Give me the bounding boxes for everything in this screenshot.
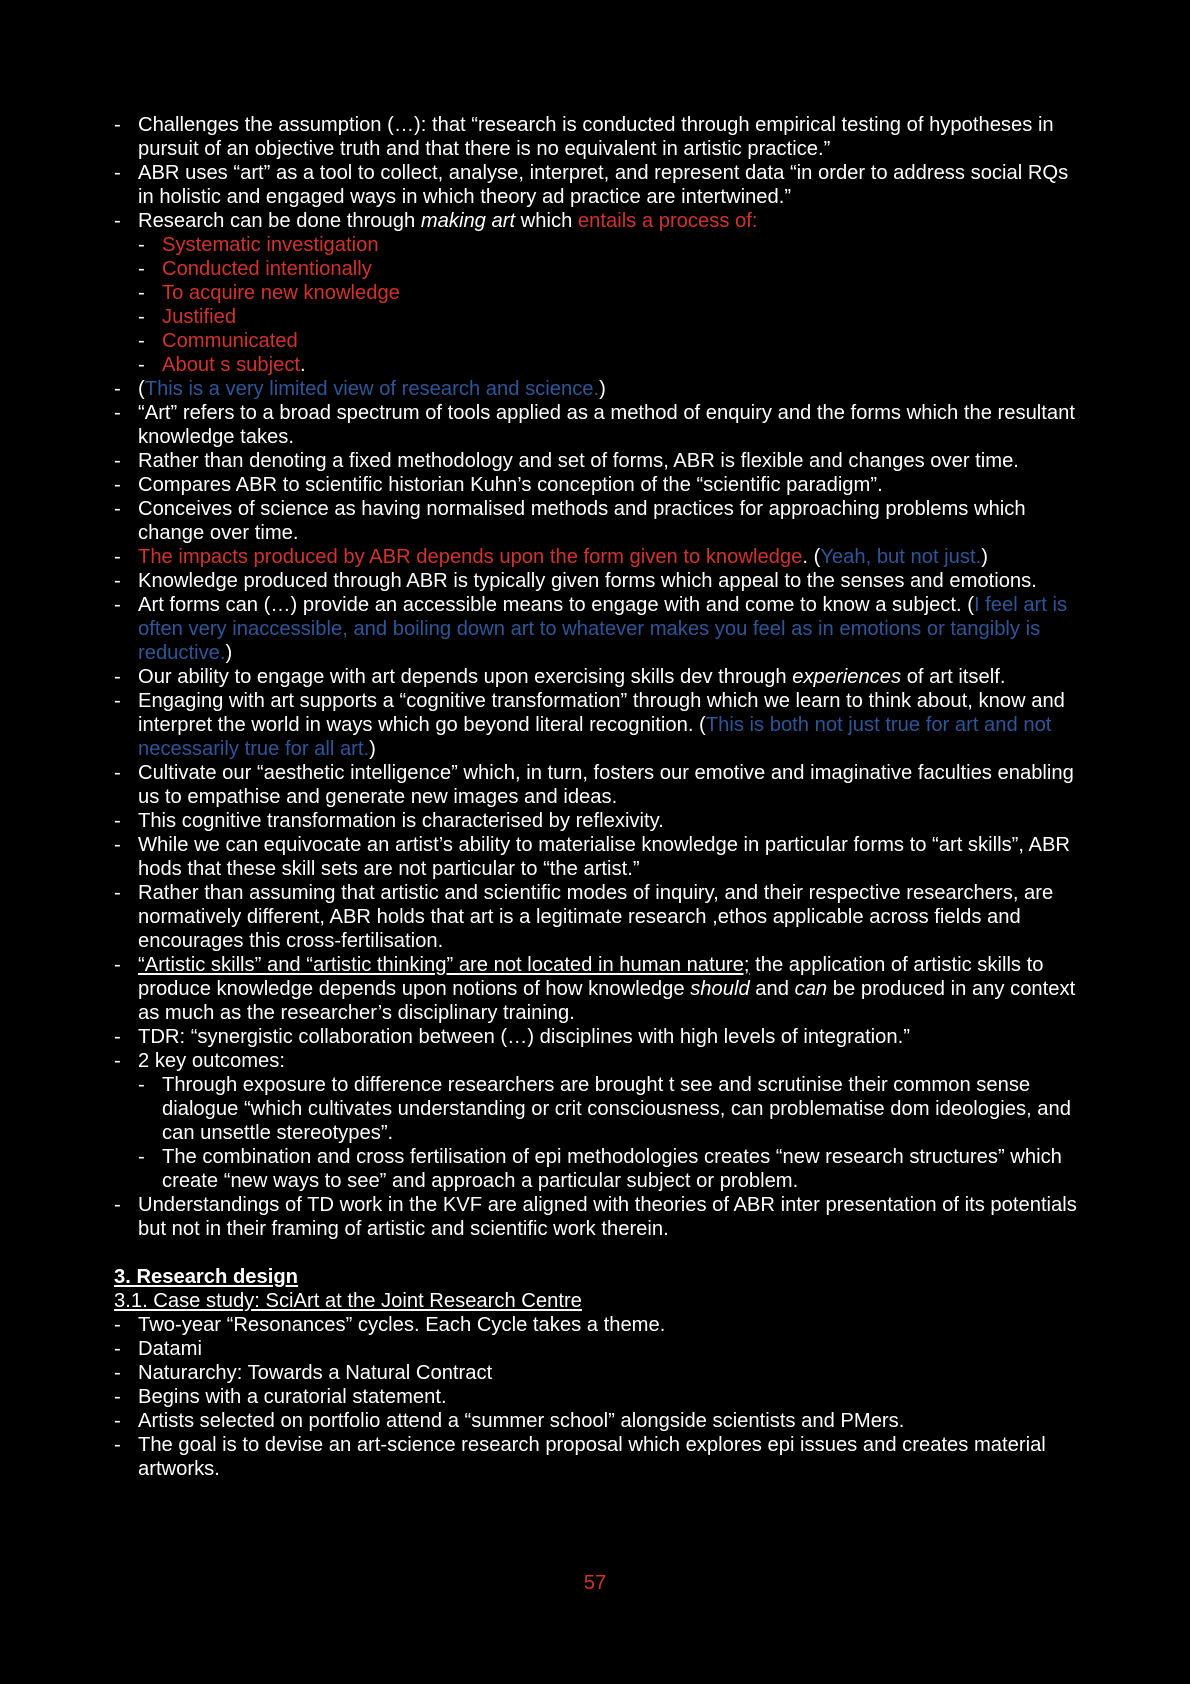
text-run: ) (599, 378, 606, 400)
text-run: which (515, 210, 578, 232)
sub-list-item (138, 305, 1084, 329)
list-item (114, 545, 1084, 569)
sub-list-item (138, 257, 1084, 281)
text-run: Artists selected on portfolio attend a “summer school” alongside scientists and PMers. (138, 1410, 905, 1432)
list-item (114, 209, 1084, 233)
text-run: Knowledge produced through ABR is typically given forms which appeal to the senses and emotions. (138, 570, 1037, 592)
text-run: Datami (138, 1338, 202, 1360)
text-run: be produced in any context as much as the researcher’s disciplinary training. (138, 978, 1076, 1024)
text-run: ABR uses “art” as a tool to collect, analyse, interpret, and represent data “in order to address social RQs in holistic and engaged ways in which theory ad practice are intertwined.” (138, 162, 1069, 208)
sub-list-item (138, 1073, 1084, 1145)
text-run: Communicated (162, 330, 298, 352)
bullet-dash: - (114, 666, 121, 688)
case-list-item (114, 1385, 1084, 1409)
text-run: . ( (802, 546, 821, 568)
text-run: ) (369, 738, 376, 760)
text-run: Engaging with art supports a “cognitive transformation” through which we learn to think about, know and interpret the world in ways which go beyond literal recognition. ( (138, 690, 1065, 736)
list-item (114, 569, 1084, 593)
bullet-dash: - (114, 1386, 121, 1408)
text-run: About s subject (162, 354, 301, 376)
case-list-item (114, 1313, 1084, 1337)
text-run: experiences (792, 666, 902, 688)
page-number: 57 (583, 1572, 607, 1594)
text-run: making art (420, 210, 516, 232)
bullet-dash: - (114, 570, 121, 592)
list-item (114, 665, 1084, 689)
text-run: ( (138, 378, 145, 400)
bullet-dash: - (114, 162, 121, 184)
list-item (114, 161, 1084, 209)
text-run: This cognitive transformation is characterised by reflexivity. (138, 810, 664, 832)
text-run: This is a very limited view of research and science. (144, 378, 600, 400)
bullet-dash: - (138, 354, 145, 376)
text-run: Our ability to engage with art depends upon exercising skills dev through (138, 666, 793, 688)
section-gap (114, 1241, 1084, 1265)
list-item (114, 689, 1084, 761)
text-run: entails a process of: (577, 210, 758, 232)
bullet-dash: - (138, 258, 145, 280)
bullet-dash: - (114, 834, 121, 856)
text-run: ) (225, 642, 233, 664)
bullet-dash: - (114, 1050, 121, 1072)
list-item (114, 497, 1084, 545)
text-run: and (749, 978, 795, 1000)
text-run: Through exposure to difference researchers are brought t see and scrutinise their common sense dialogue “which cultivates understanding or crit consciousness, can problematise dom ideologies, and can unsettle stereotypes”. (162, 1074, 1071, 1144)
text-run: The goal is to devise an art-science research proposal which explores epi issues and creates material artworks. (138, 1434, 1046, 1480)
bullet-dash: - (114, 882, 121, 904)
text-run: . (300, 354, 306, 376)
sub-list-item (138, 233, 1084, 257)
list-item (114, 809, 1084, 833)
bullet-dash: - (114, 378, 121, 400)
text-run: Rather than denoting a fixed methodology and set of forms, ABR is flexible and changes over time. (138, 450, 1019, 472)
bullet-dash: - (114, 546, 121, 568)
text-run: Two-year “Resonances” cycles. Each Cycle takes a theme. (138, 1314, 666, 1336)
bullet-dash: - (114, 450, 121, 472)
bullet-dash: - (114, 402, 121, 424)
bullet-dash: - (114, 690, 121, 712)
text-run: Challenges the assumption (…): that “research is conducted through empirical testing of hypotheses in pursuit of an objective truth and that there is no equivalent in artistic practice.” (138, 114, 1054, 160)
text-run: Justified (162, 306, 237, 328)
text-run: This is both not just true for art and not necessarily true for all art. (138, 714, 1052, 760)
text-run: The impacts produced by ABR depends upon the form given to knowledge (138, 546, 803, 568)
case-list-item (114, 1433, 1084, 1481)
text-run: the application of artistic skills to produce knowledge depends upon notions of how knowledge (138, 954, 1044, 1000)
case-list-item (114, 1409, 1084, 1433)
list-item (114, 833, 1084, 881)
bullet-dash: - (114, 810, 121, 832)
sub-list-item (138, 353, 1084, 377)
sub-list-item (138, 329, 1084, 353)
list-item (114, 881, 1084, 953)
bullet-dash: - (138, 282, 145, 304)
list-item (114, 449, 1084, 473)
text-run: “Artistic skills” and “artistic thinking” are not located in human nature; (138, 954, 750, 976)
sub-list-item (138, 1145, 1084, 1193)
bullet-dash: - (138, 1074, 145, 1096)
text-run: Cultivate our “aesthetic intelligence” which, in turn, fosters our emotive and imaginative faculties enabling us to empathise and generate new images and ideas. (138, 762, 1074, 808)
bullet-dash: - (114, 1338, 121, 1360)
text-run: Yeah, but not just. (820, 546, 982, 568)
bullet-dash: - (114, 210, 121, 232)
list-item (114, 113, 1084, 161)
text-run: Conceives of science as having normalised methods and practices for approaching problems which change over time. (138, 498, 1026, 544)
case-study-list (114, 1313, 1084, 1481)
text-run: “Art” refers to a broad spectrum of tools applied as a method of enquiry and the forms which the resultant knowledge takes. (138, 402, 1075, 448)
text-run: can (794, 978, 828, 1000)
text-run: The combination and cross fertilisation of epi methodologies creates “new research structures” which create “new ways to see” and approach a particular subject or problem. (162, 1146, 1062, 1192)
text-run: TDR: “synergistic collaboration between (…) disciplines with high levels of integration.” (138, 1026, 910, 1048)
bullet-dash: - (114, 474, 121, 496)
bullet-dash: - (114, 762, 121, 784)
notes-content (114, 113, 1084, 1481)
list-item (114, 401, 1084, 449)
list-item (114, 473, 1084, 497)
list-item (114, 1193, 1084, 1241)
text-run: Begins with a curatorial statement. (138, 1386, 447, 1408)
case-list-item (114, 1361, 1084, 1385)
text-run: To acquire new knowledge (162, 282, 400, 304)
text-run: While we can equivocate an artist’s ability to materialise knowledge in particular forms to “art skills”, ABR hods that these skill sets are not particular to “the artist.” (138, 834, 1070, 880)
text-run: of art itself. (901, 666, 1006, 688)
sub-list-item (138, 281, 1084, 305)
bullet-dash: - (114, 114, 121, 136)
case-list-item (114, 1337, 1084, 1361)
text-run: 2 key outcomes: (138, 1050, 285, 1072)
text-run: Systematic investigation (162, 234, 379, 256)
text-run: should (690, 978, 750, 1000)
bullet-dash: - (114, 1410, 121, 1432)
bullet-dash: - (114, 498, 121, 520)
text-run: ) (981, 546, 988, 568)
list-item (114, 1049, 1084, 1073)
section-heading: 3. Research design (114, 1266, 299, 1288)
notes-list (114, 113, 1084, 1241)
bullet-dash: - (138, 234, 145, 256)
text-run: Art forms can (…) provide an accessible means to engage with and come to know a subject. ( (138, 594, 974, 616)
text-run: I feel art is often very inaccessible, and boiling down art to whatever makes you feel as in emotions or tangibly is reductive. (138, 594, 1068, 664)
list-item (114, 593, 1084, 665)
subsection-heading: 3.1. Case study: SciArt at the Joint Research Centre (114, 1290, 582, 1312)
text-run: Conducted intentionally (162, 258, 372, 280)
text-run: Compares ABR to scientific historian Kuhn’s conception of the “scientific paradigm”. (138, 474, 883, 496)
list-item (114, 377, 1084, 401)
bullet-dash: - (138, 330, 145, 352)
bullet-dash: - (114, 1362, 121, 1384)
list-item (114, 761, 1084, 809)
text-run: Research can be done through (138, 210, 421, 232)
bullet-dash: - (114, 594, 121, 616)
bullet-dash: - (114, 1026, 121, 1048)
bullet-dash: - (138, 1146, 145, 1168)
text-run: Rather than assuming that artistic and scientific modes of inquiry, and their respective researchers, are normatively different, ABR holds that art is a legitimate research ,ethos applicable across fields and encourages this cross-fertilisation. (138, 882, 1054, 952)
list-item (114, 953, 1084, 1025)
text-run: Understandings of TD work in the KVF are aligned with theories of ABR inter presentation of its potentials but not in their framing of artistic and scientific work therein. (138, 1194, 1077, 1240)
bullet-dash: - (114, 1434, 121, 1456)
bullet-dash: - (114, 954, 121, 976)
list-item (114, 1025, 1084, 1049)
text-run: Naturarchy: Towards a Natural Contract (138, 1362, 493, 1384)
bullet-dash: - (114, 1194, 121, 1216)
bullet-dash: - (114, 1314, 121, 1336)
bullet-dash: - (138, 306, 145, 328)
